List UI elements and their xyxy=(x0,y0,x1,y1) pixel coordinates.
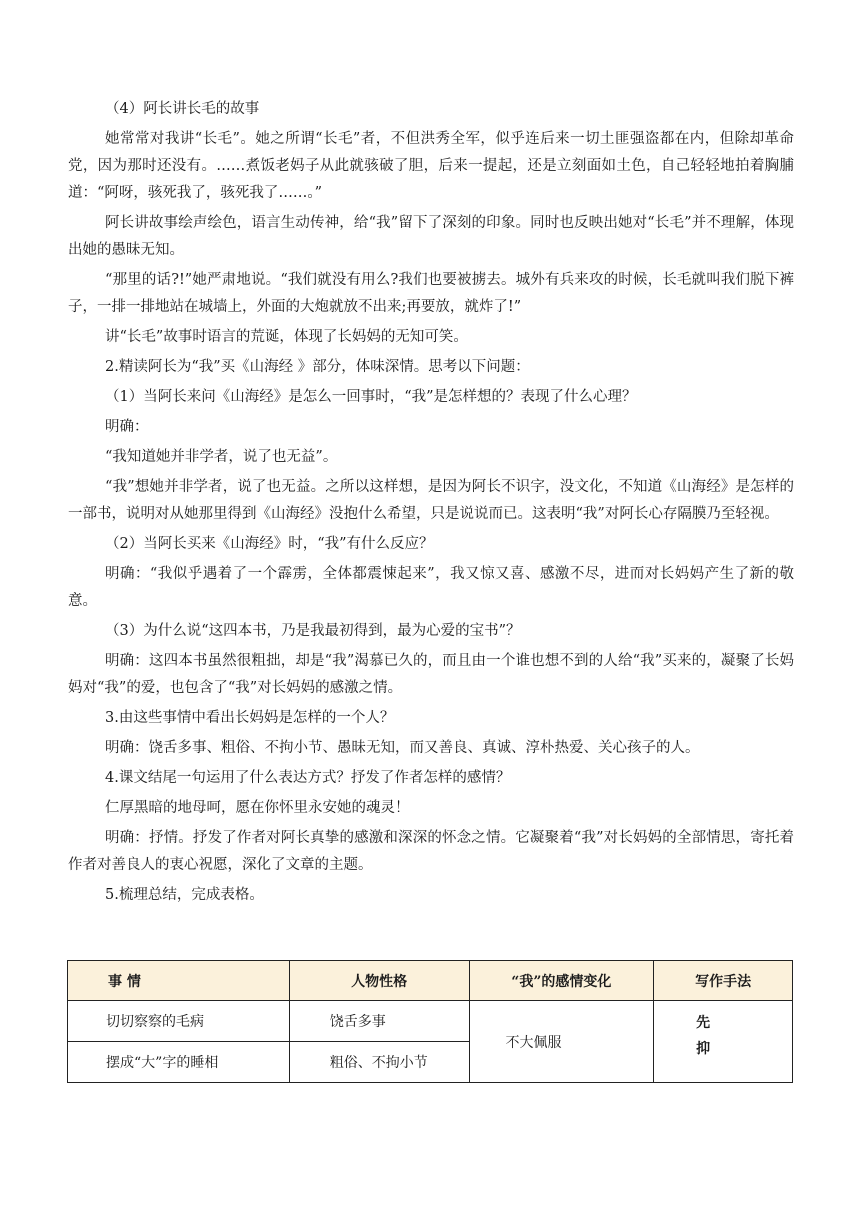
paragraph: 明确：这四本书虽然很粗拙，却是“我”渴慕已久的，而且由一个谁也想不到的人给“我”买来的，凝聚了长妈妈对“我”的爱，也包含了“我”对长妈妈的感激之情。 xyxy=(68,653,794,696)
technique-char: 先 xyxy=(696,1015,711,1031)
paragraph: 明确：抒情。抒发了作者对阿长真挚的感激和深深的怀念之情。它凝聚着“我”对长妈妈的全部情思，寄托着作者对善良人的衷心祝愿，深化了文章的主题。 xyxy=(68,830,794,873)
technique-char: 抑 xyxy=(696,1041,711,1057)
paragraph: 阿长讲故事绘声绘色，语言生动传神，给“我”留下了深刻的印象。同时也反映出她对“长毛”并不理解，体现出她的愚昧无知。 xyxy=(68,215,794,258)
paragraph: “那里的话?!”她严肃地说。“我们就没有用么?我们也要被掳去。城外有兵来攻的时候，长毛就叫我们脱下裤子，一排一排地站在城墙上，外面的大炮就放不出来;再要放，就炸了!” xyxy=(68,272,794,315)
paragraph: 4.课文结尾一句运用了什么表达方式？抒发了作者怎样的感情？ xyxy=(105,770,511,786)
paragraph: 5.梳理总结，完成表格。 xyxy=(105,887,264,903)
paragraph: （1）当阿长来问《山海经》是怎么一回事时，“我”是怎样想的？表现了什么心理？ xyxy=(105,389,637,405)
paragraph: 明确：饶舌多事、粗俗、不拘小节、愚昧无知，而又善良、真诚、淳朴热爱、关心孩子的人。 xyxy=(105,740,700,756)
event-cell: 切切察察的毛病 xyxy=(68,1001,290,1042)
paragraph: （4）阿长讲长毛的故事 xyxy=(105,101,260,117)
trait-cell: 饶舌多事 xyxy=(289,1001,469,1042)
paragraph: 2.精读阿长为“我”买《山海经 》部分，体味深情。思考以下问题： xyxy=(105,359,530,375)
header-event: 事 情 xyxy=(68,961,290,1001)
header-trait: 人物性格 xyxy=(289,961,469,1001)
paragraph: 明确：“我似乎遇着了一个霹雳，全体都震悚起来”，我又惊又喜、感激不尽，进而对长妈妈产生了新的敬意。 xyxy=(68,566,794,609)
paragraph: 讲“长毛”故事时语言的荒诞，体现了长妈妈的无知可笑。 xyxy=(105,329,468,345)
paragraph: （2）当阿长买来《山海经》时，“我”有什么反应？ xyxy=(105,536,434,552)
paragraph: 3.由这些事情中看出长妈妈是怎样的一个人？ xyxy=(105,710,395,726)
technique-cell xyxy=(654,1001,793,1083)
header-technique: 写作手法 xyxy=(654,961,793,1001)
feeling-cell: 不大佩服 xyxy=(469,1001,654,1083)
trait-cell: 粗俗、不拘小节 xyxy=(289,1042,469,1083)
event-cell: 摆成“大”字的睡相 xyxy=(68,1042,290,1083)
table-header-row xyxy=(68,961,793,1001)
table-row xyxy=(68,1001,793,1042)
header-feeling: “我”的感情变化 xyxy=(469,961,654,1001)
paragraph: “我知道她并非学者，说了也无益”。 xyxy=(105,449,338,465)
technique-text xyxy=(615,1011,791,1061)
paragraph: 她常常对我讲“长毛”。她之所谓“长毛”者，不但洪秀全军，似乎连后来一切土匪强盗都在内，但除却革命党，因为那时还没有。……煮饭老妈子从此就骇破了胆，后来一提起，还是立刻面如土色，自己轻轻地拍着胸脯道：“阿呀，骇死我了，骇死我了……。” xyxy=(68,131,794,201)
document-body xyxy=(68,96,794,912)
summary-table xyxy=(67,960,793,1083)
paragraph: （3）为什么说“这四本书，乃是我最初得到，最为心爱的宝书”？ xyxy=(105,623,521,639)
paragraph: 明确： xyxy=(105,419,149,435)
paragraph: 仁厚黑暗的地母呵，愿在你怀里永安她的魂灵！ xyxy=(105,800,410,816)
paragraph: “我”想她并非学者，说了也无益。之所以这样想，是因为阿长不识字，没文化，不知道《山海经》是怎样的一部书，说明对从她那里得到《山海经》没抱什么希望，只是说说而已。这表明“我”对阿长心存隔膜乃至轻视。 xyxy=(68,479,794,522)
